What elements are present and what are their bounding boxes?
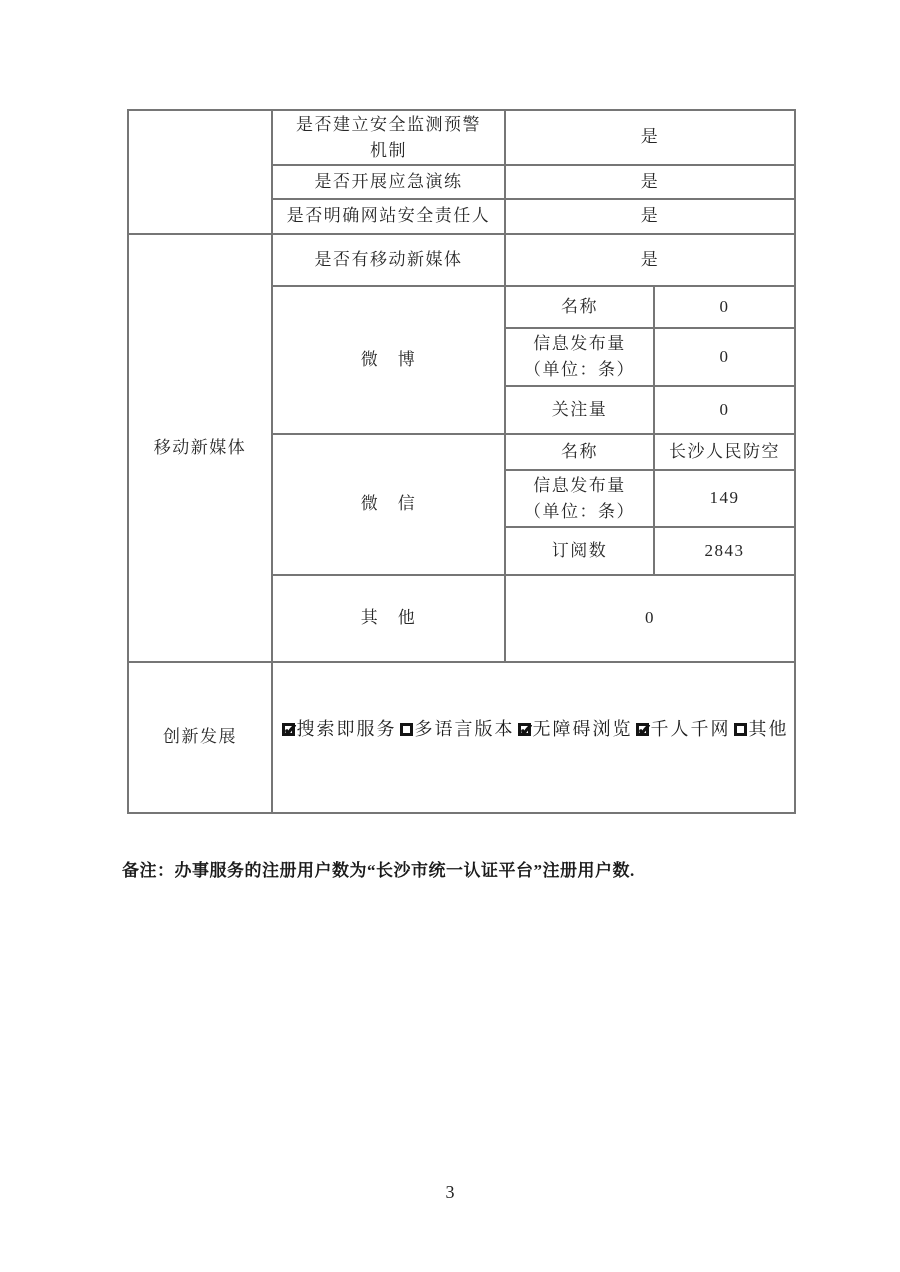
value-cell: 0 xyxy=(505,575,795,662)
innovation-options-cell xyxy=(272,662,795,813)
table-row xyxy=(128,234,795,286)
field-text-line1: 信息发布量 xyxy=(533,475,626,495)
field-text-line1: 信息发布量 xyxy=(533,334,626,353)
question-text-line1: 是否建立安全监测预警 xyxy=(296,114,481,134)
checkbox-qianren-qianwang-icon[interactable] xyxy=(636,723,649,736)
question-text-line2: 机制 xyxy=(370,140,407,160)
value-cell: 2843 xyxy=(654,527,795,575)
value-cell: 0 xyxy=(654,328,795,386)
answer-cell: 是 xyxy=(505,110,795,165)
innovation-options-line xyxy=(273,716,794,742)
field-cell xyxy=(505,470,654,527)
table-row xyxy=(128,662,795,813)
row-group-label-innovation: 创新发展 xyxy=(128,662,272,813)
innovation-option-label: 搜索即服务 xyxy=(296,719,397,740)
innovation-option-label: 千人千网 xyxy=(650,719,731,740)
platform-label-weibo: 微 博 xyxy=(272,286,505,434)
annual-report-table xyxy=(127,109,796,814)
platform-label-other: 其 他 xyxy=(272,575,505,662)
row-group-label-mobile-media: 移动新媒体 xyxy=(128,234,272,662)
field-cell: 名称 xyxy=(505,286,654,328)
page-number: 3 xyxy=(445,1182,455,1202)
field-text-line2: （单位：条） xyxy=(524,501,635,521)
answer-cell: 是 xyxy=(505,165,795,199)
innovation-option-label: 无障碍浏览 xyxy=(532,719,633,740)
checkbox-search-as-service-icon[interactable] xyxy=(282,723,295,736)
field-text-line2: （单位：条） xyxy=(524,360,635,379)
row-group-label-security-empty xyxy=(128,110,272,234)
question-cell xyxy=(272,110,505,165)
question-cell: 是否有移动新媒体 xyxy=(272,234,505,286)
value-cell: 长沙人民防空 xyxy=(654,434,795,470)
question-cell: 是否明确网站安全责任人 xyxy=(272,199,505,234)
table-row xyxy=(128,110,795,165)
question-cell: 是否开展应急演练 xyxy=(272,165,505,199)
field-cell: 订阅数 xyxy=(505,527,654,575)
answer-cell: 是 xyxy=(505,199,795,234)
field-cell xyxy=(505,328,654,386)
value-cell: 149 xyxy=(654,470,795,527)
platform-label-wechat: 微 信 xyxy=(272,434,505,575)
field-cell: 名称 xyxy=(505,434,654,470)
footnote: 备注：办事服务的注册用户数为“长沙市统一认证平台”注册用户数. xyxy=(122,861,635,880)
innovation-option-label: 多语言版本 xyxy=(414,719,515,740)
checkbox-other-icon[interactable] xyxy=(734,723,747,736)
innovation-option-label: 其他 xyxy=(748,719,789,740)
value-cell: 0 xyxy=(654,386,795,434)
answer-cell: 是 xyxy=(505,234,795,286)
field-cell: 关注量 xyxy=(505,386,654,434)
checkbox-multilingual-icon[interactable] xyxy=(400,723,413,736)
value-cell: 0 xyxy=(654,286,795,328)
checkbox-accessibility-icon[interactable] xyxy=(518,723,531,736)
